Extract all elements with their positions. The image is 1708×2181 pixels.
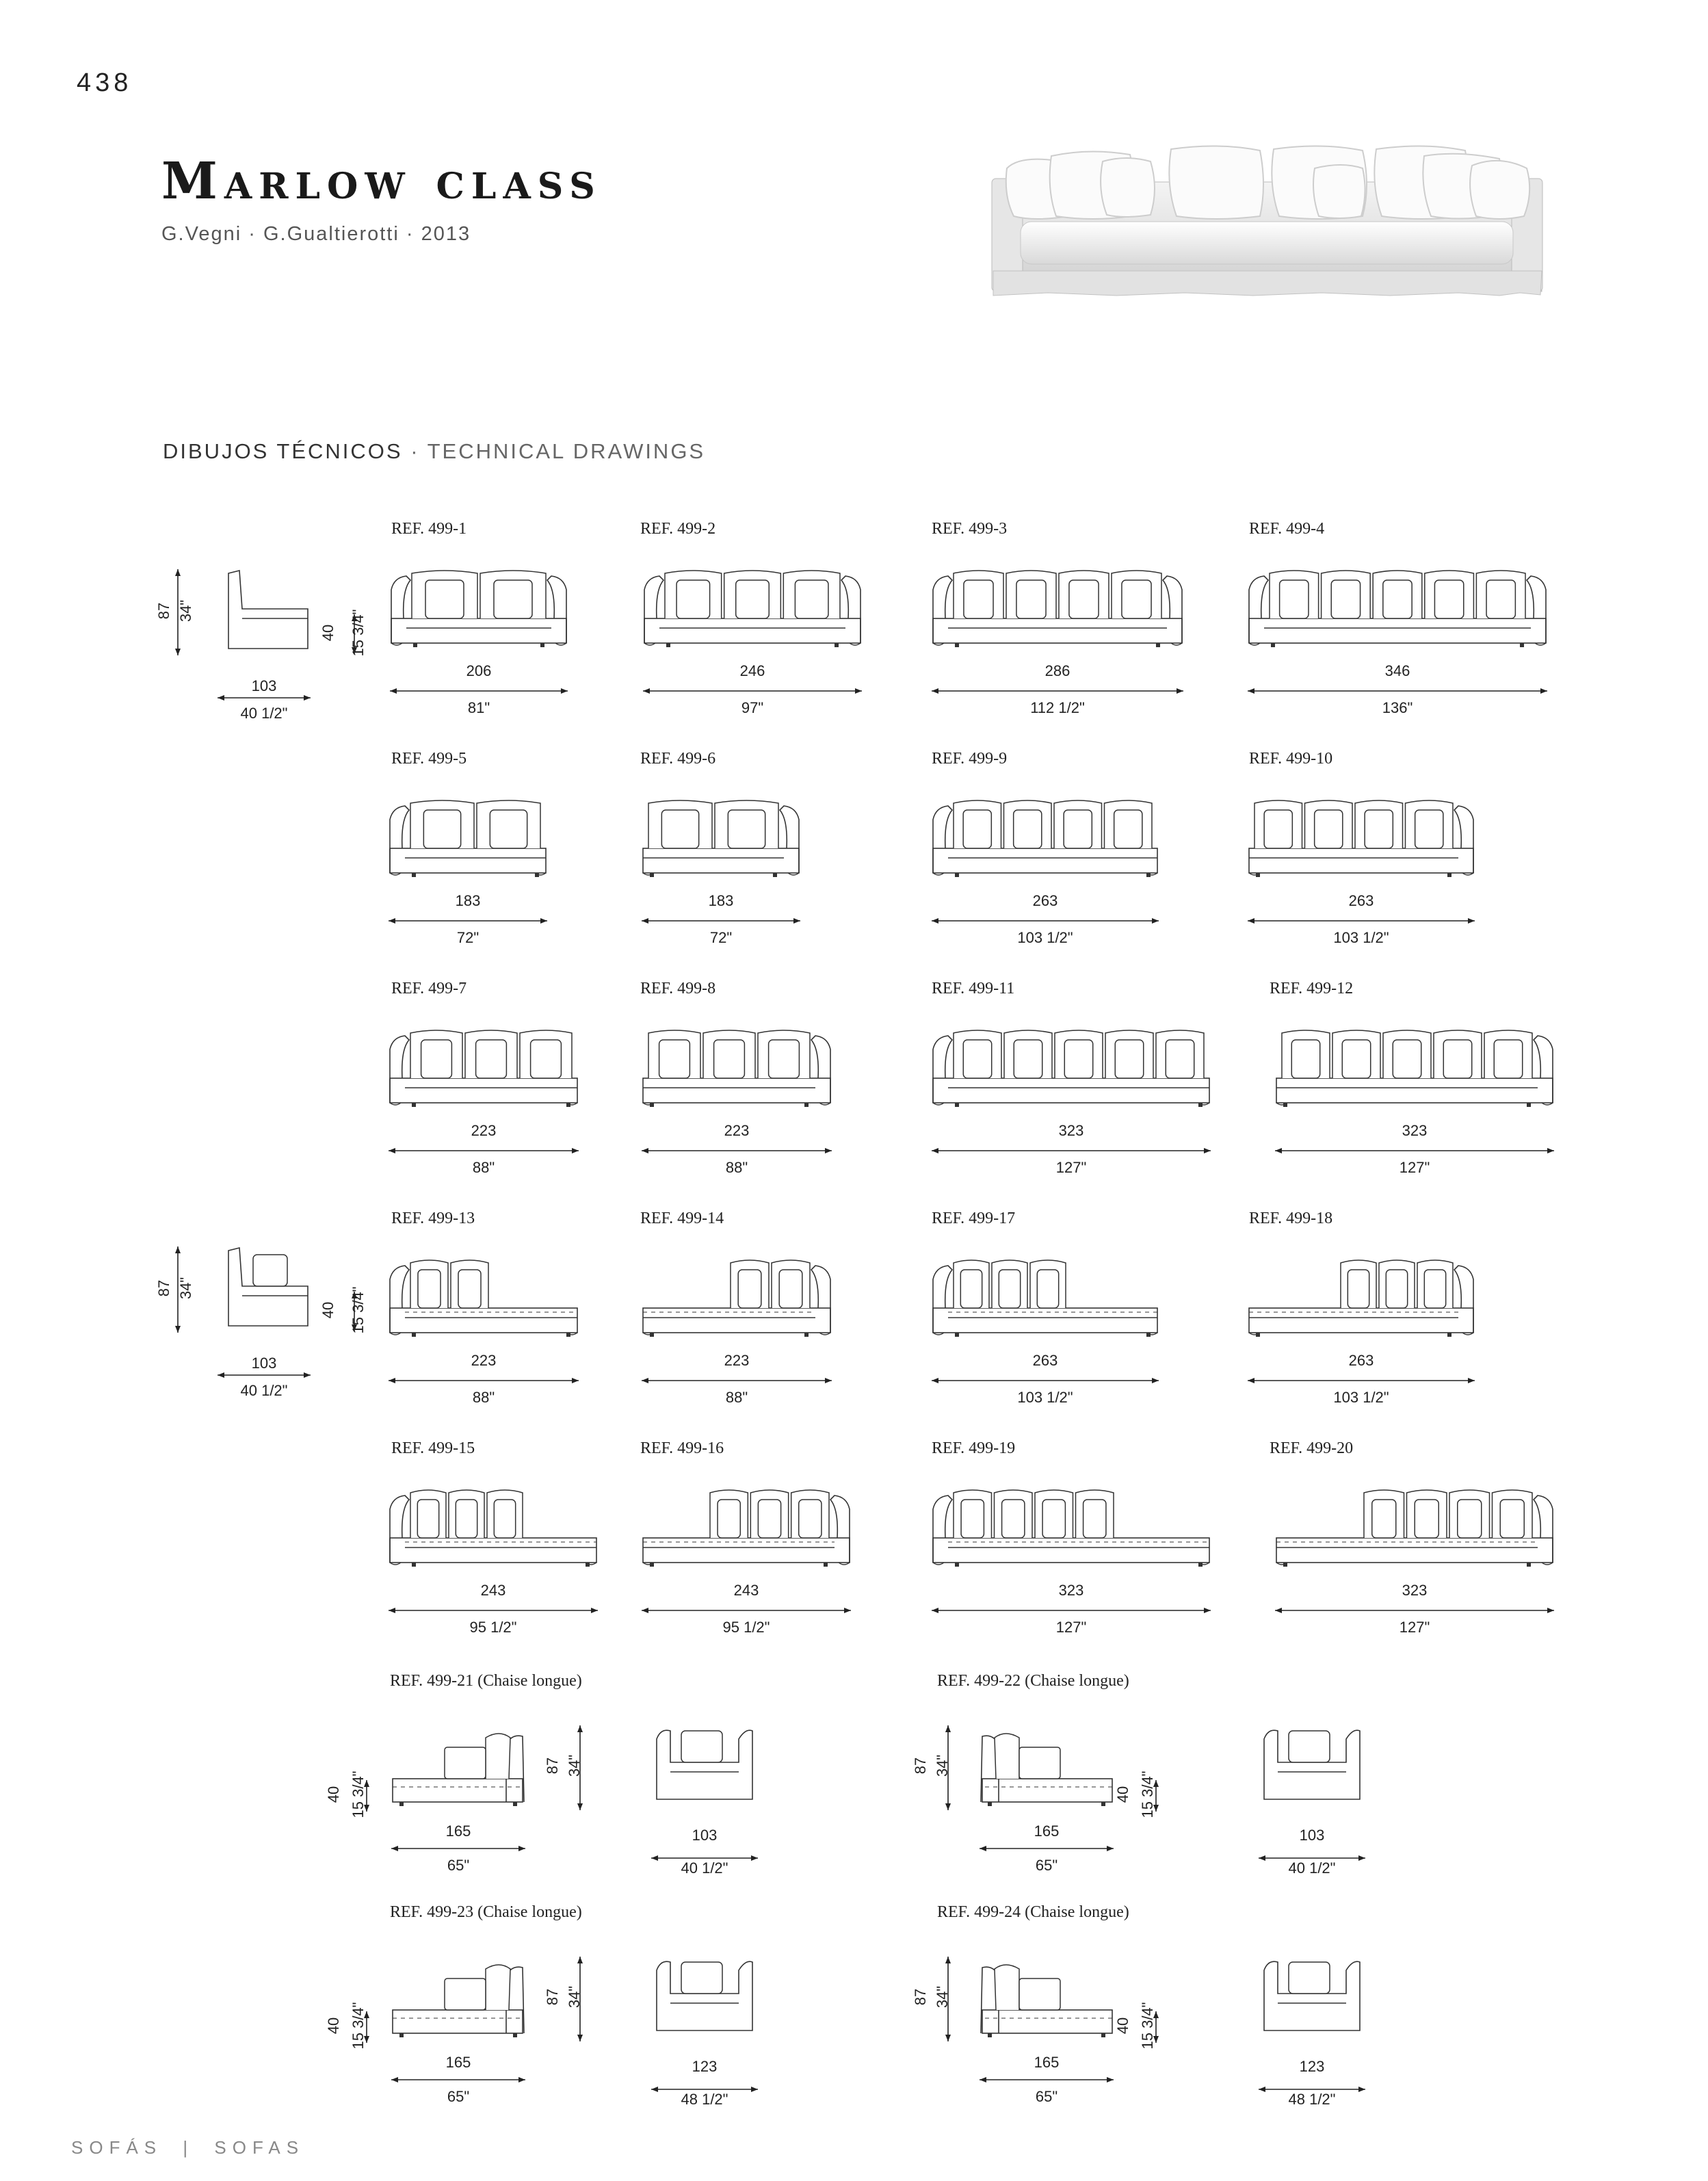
chaise-ref-label: REF. 499-21 (Chaise longue) <box>390 1672 582 1690</box>
chaise-seat-cm: 40 <box>1114 2017 1131 2035</box>
width-in: 88" <box>725 1159 748 1176</box>
width-cm: 323 <box>1402 1582 1428 1599</box>
ref-label: REF. 499-17 <box>932 1210 1016 1227</box>
chaise-height-cm: 87 <box>912 1757 929 1775</box>
width-in: 81" <box>467 699 490 716</box>
chaise-front-drawing <box>978 1724 1115 1813</box>
ref-label: REF. 499-18 <box>1249 1210 1333 1227</box>
chaise-side-drawing <box>1257 1719 1367 1807</box>
chaise-depth-cm: 103 <box>692 1827 718 1844</box>
footer-es: SOFÁS <box>71 2137 163 2158</box>
width-cm: 263 <box>1032 1352 1058 1369</box>
width-dimension-arrow <box>387 1144 580 1158</box>
width-cm: 206 <box>466 662 492 679</box>
width-dimension-arrow <box>640 914 802 928</box>
chaise-length-cm: 165 <box>445 2054 471 2071</box>
chaise-seat-in: 15 3/4" <box>350 2002 367 2050</box>
width-cm: 223 <box>724 1352 750 1369</box>
height-in: 34" <box>177 1277 194 1300</box>
sofa-front-drawing <box>640 1482 852 1571</box>
sofa-front-drawing <box>389 562 569 651</box>
sofa-front-drawing <box>387 1482 599 1571</box>
chaise-front-drawing <box>978 1955 1115 2044</box>
sofa-front-drawing <box>640 792 802 881</box>
chaise-length-in: 65" <box>1035 1857 1058 1874</box>
chaise-depth-in: 40 1/2" <box>1288 1859 1336 1877</box>
ref-label: REF. 499-8 <box>640 980 716 997</box>
seat-in: 15 3/4" <box>350 1286 367 1334</box>
chaise-seat-cm: 40 <box>325 2017 342 2035</box>
depth-cm: 103 <box>251 677 277 694</box>
sofa-front-drawing <box>930 562 1185 651</box>
chaise-front-drawing <box>390 1955 527 2044</box>
width-cm: 243 <box>733 1582 759 1599</box>
width-cm: 243 <box>480 1582 506 1599</box>
sofa-front-drawing <box>640 1022 833 1111</box>
width-cm: 223 <box>471 1352 497 1369</box>
ref-label: REF. 499-15 <box>391 1439 475 1457</box>
chaise-ref-label: REF. 499-24 (Chaise longue) <box>937 1903 1129 1921</box>
side-view-drawing <box>219 1245 315 1334</box>
section-heading-separator: · <box>410 439 420 463</box>
width-dimension-arrow <box>387 1374 580 1387</box>
footer-en: SOFAS <box>214 2137 305 2158</box>
chaise-depth-in: 40 1/2" <box>681 1859 728 1877</box>
chaise-depth-in: 48 1/2" <box>1288 2091 1336 2108</box>
width-dimension-arrow <box>640 1144 833 1158</box>
chaise-side-drawing <box>1257 1950 1367 2039</box>
width-in: 72" <box>709 929 733 946</box>
width-in: 112 1/2" <box>1030 699 1085 716</box>
ref-label: REF. 499-12 <box>1270 980 1354 997</box>
width-dimension-arrow <box>930 1604 1212 1617</box>
ref-label: REF. 499-9 <box>932 750 1008 768</box>
width-dimension-arrow <box>640 1604 852 1617</box>
width-in: 127" <box>1055 1159 1087 1176</box>
width-cm: 223 <box>724 1122 750 1139</box>
chaise-seat-in: 15 3/4" <box>350 1771 367 1818</box>
width-in: 127" <box>1399 1619 1430 1636</box>
side-view-drawing <box>219 568 315 657</box>
length-dimension-arrow <box>390 1842 527 1855</box>
seat-in: 15 3/4" <box>350 609 367 657</box>
ref-label: REF. 499-6 <box>640 750 716 768</box>
width-cm: 223 <box>471 1122 497 1139</box>
section-heading <box>163 439 705 464</box>
sofa-photo <box>980 141 1554 312</box>
sofa-front-drawing <box>640 1252 833 1341</box>
chaise-depth-cm: 123 <box>1299 2058 1325 2075</box>
width-in: 72" <box>456 929 479 946</box>
width-cm: 246 <box>739 662 765 679</box>
product-title: Marlow class <box>161 152 602 211</box>
height-cm: 87 <box>155 1279 172 1297</box>
sofa-front-drawing <box>1246 792 1476 881</box>
width-cm: 323 <box>1058 1122 1084 1139</box>
width-in: 127" <box>1399 1159 1430 1176</box>
sofa-front-drawing <box>1246 1252 1476 1341</box>
width-in: 103 1/2" <box>1017 1389 1073 1406</box>
chaise-ref-label: REF. 499-23 (Chaise longue) <box>390 1903 582 1921</box>
ref-label: REF. 499-14 <box>640 1210 724 1227</box>
width-cm: 323 <box>1058 1582 1084 1599</box>
page-number: 438 <box>77 68 133 97</box>
ref-label: REF. 499-20 <box>1270 1439 1354 1457</box>
width-dimension-arrow <box>640 1374 833 1387</box>
height-in: 34" <box>177 599 194 623</box>
width-dimension-arrow <box>930 1144 1212 1158</box>
chaise-seat-cm: 40 <box>1114 1786 1131 1803</box>
chaise-seat-in: 15 3/4" <box>1139 1771 1156 1818</box>
seat-cm: 40 <box>319 1301 337 1319</box>
chaise-side-drawing <box>650 1950 759 2039</box>
width-in: 88" <box>472 1159 495 1176</box>
sofa-front-drawing <box>1274 1482 1555 1571</box>
width-cm: 183 <box>708 892 734 909</box>
chaise-height-cm: 87 <box>544 1988 561 2006</box>
chaise-height-in: 34" <box>566 1754 583 1777</box>
chaise-length-in: 65" <box>1035 2088 1058 2105</box>
chaise-depth-cm: 123 <box>692 2058 718 2075</box>
chaise-depth-cm: 103 <box>1299 1827 1325 1844</box>
ref-label: REF. 499-4 <box>1249 520 1325 538</box>
width-in: 136" <box>1382 699 1413 716</box>
width-cm: 263 <box>1032 892 1058 909</box>
depth-in: 40 1/2" <box>240 705 288 722</box>
sofa-front-drawing <box>930 1252 1160 1341</box>
width-in: 103 1/2" <box>1333 929 1389 946</box>
product-subtitle: G.Vegni · G.Gualtierotti · 2013 <box>161 223 471 245</box>
ref-label: REF. 499-11 <box>932 980 1015 997</box>
sofa-front-drawing <box>387 792 549 881</box>
section-heading-en: TECHNICAL DRAWINGS <box>427 439 706 463</box>
width-cm: 286 <box>1044 662 1070 679</box>
sofa-front-drawing <box>642 562 863 651</box>
footer-divider: | <box>183 2137 194 2158</box>
length-dimension-arrow <box>978 2073 1115 2087</box>
sofa-front-drawing <box>1246 562 1549 651</box>
width-in: 127" <box>1055 1619 1087 1636</box>
width-cm: 183 <box>455 892 481 909</box>
width-cm: 346 <box>1384 662 1410 679</box>
ref-label: REF. 499-13 <box>391 1210 475 1227</box>
seat-cm: 40 <box>319 624 337 642</box>
depth-in: 40 1/2" <box>240 1382 288 1399</box>
width-dimension-arrow <box>642 684 863 698</box>
chaise-ref-label: REF. 499-22 (Chaise longue) <box>937 1672 1129 1690</box>
chaise-side-drawing <box>650 1719 759 1807</box>
width-dimension-arrow <box>387 914 549 928</box>
chaise-length-cm: 165 <box>1034 1823 1060 1840</box>
ref-label: REF. 499-10 <box>1249 750 1333 768</box>
chaise-height-in: 34" <box>566 1985 583 2009</box>
ref-label: REF. 499-3 <box>932 520 1008 538</box>
chaise-length-in: 65" <box>447 1857 470 1874</box>
width-in: 88" <box>725 1389 748 1406</box>
chaise-length-cm: 165 <box>1034 2054 1060 2071</box>
width-dimension-arrow <box>1274 1144 1555 1158</box>
width-cm: 323 <box>1402 1122 1428 1139</box>
footer <box>71 2137 304 2158</box>
sofa-front-drawing <box>387 1252 580 1341</box>
section-heading-es: DIBUJOS TÉCNICOS <box>163 439 403 463</box>
sofa-front-drawing <box>930 792 1160 881</box>
width-dimension-arrow <box>1246 1374 1476 1387</box>
ref-label: REF. 499-5 <box>391 750 467 768</box>
sofa-front-drawing <box>930 1022 1212 1111</box>
chaise-front-drawing <box>390 1724 527 1813</box>
sofa-front-drawing <box>930 1482 1212 1571</box>
chaise-length-cm: 165 <box>445 1823 471 1840</box>
width-dimension-arrow <box>1274 1604 1555 1617</box>
ref-label: REF. 499-7 <box>391 980 467 997</box>
length-dimension-arrow <box>978 1842 1115 1855</box>
ref-label: REF. 499-1 <box>391 520 467 538</box>
length-dimension-arrow <box>390 2073 527 2087</box>
width-in: 97" <box>741 699 764 716</box>
depth-cm: 103 <box>251 1355 277 1372</box>
chaise-height-in: 34" <box>934 1985 951 2009</box>
chaise-height-cm: 87 <box>912 1988 929 2006</box>
width-dimension-arrow <box>387 1604 599 1617</box>
chaise-height-in: 34" <box>934 1754 951 1777</box>
width-dimension-arrow <box>930 684 1185 698</box>
width-cm: 263 <box>1348 892 1374 909</box>
ref-label: REF. 499-19 <box>932 1439 1016 1457</box>
height-cm: 87 <box>155 602 172 620</box>
width-dimension-arrow <box>1246 914 1476 928</box>
chaise-seat-in: 15 3/4" <box>1139 2002 1156 2050</box>
chaise-length-in: 65" <box>447 2088 470 2105</box>
width-cm: 263 <box>1348 1352 1374 1369</box>
chaise-height-cm: 87 <box>544 1757 561 1775</box>
ref-label: REF. 499-16 <box>640 1439 724 1457</box>
chaise-depth-in: 48 1/2" <box>681 2091 728 2108</box>
ref-label: REF. 499-2 <box>640 520 716 538</box>
width-dimension-arrow <box>1246 684 1549 698</box>
sofa-front-drawing <box>387 1022 580 1111</box>
width-in: 103 1/2" <box>1017 929 1073 946</box>
width-in: 95 1/2" <box>722 1619 770 1636</box>
sofa-front-drawing <box>1274 1022 1555 1111</box>
width-in: 88" <box>472 1389 495 1406</box>
width-in: 103 1/2" <box>1333 1389 1389 1406</box>
chaise-seat-cm: 40 <box>325 1786 342 1803</box>
width-in: 95 1/2" <box>469 1619 517 1636</box>
width-dimension-arrow <box>930 914 1160 928</box>
width-dimension-arrow <box>389 684 569 698</box>
width-dimension-arrow <box>930 1374 1160 1387</box>
